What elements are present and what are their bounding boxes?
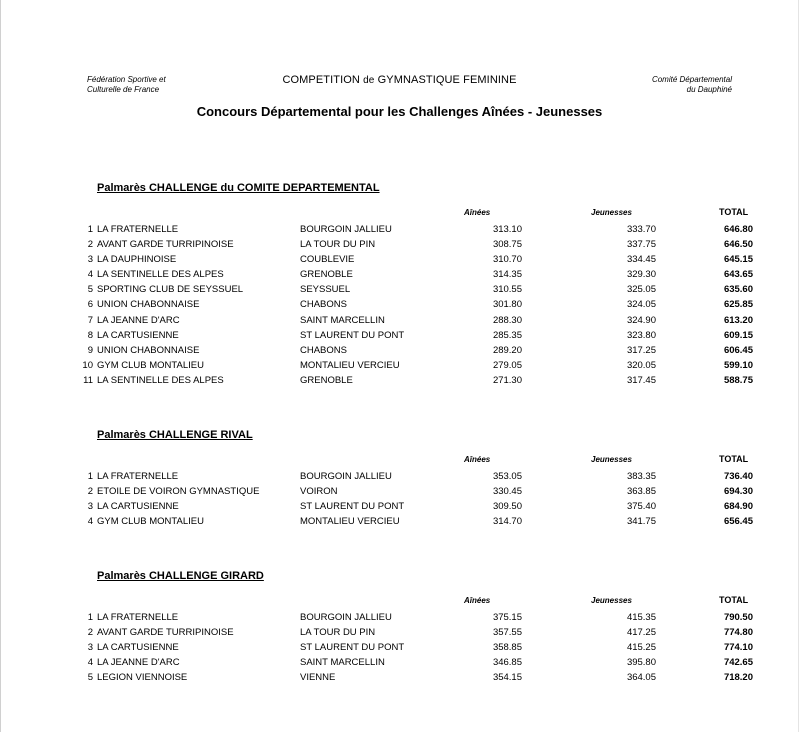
jeunesses-score-cell: 415.25 xyxy=(626,642,656,654)
city-cell: CHABONS xyxy=(300,299,347,311)
table-row xyxy=(1,670,799,685)
club-cell: LA CARTUSIENNE xyxy=(97,501,179,513)
ainees-score-cell: 375.15 xyxy=(492,612,522,623)
table-row xyxy=(1,469,799,484)
city-cell: VOIRON xyxy=(300,486,338,498)
ainees-score-cell: 308.75 xyxy=(492,239,522,251)
ainees-score-cell: 314.35 xyxy=(492,269,522,281)
rank-cell: 2 xyxy=(87,486,93,498)
total-score-cell: 645.15 xyxy=(723,254,753,266)
column-header-jeunesses: Jeunesses xyxy=(591,208,632,217)
ainees-score-cell: 346.85 xyxy=(492,657,522,669)
city-cell: LA TOUR DU PIN xyxy=(300,627,376,639)
column-header-jeunesses: Jeunesses xyxy=(591,455,632,464)
table-row xyxy=(1,358,799,373)
column-header-ainees: Aînées xyxy=(464,208,491,217)
jeunesses-score-cell: 363.85 xyxy=(626,486,656,498)
federation-line-2: Culturelle de France xyxy=(87,85,160,94)
city-cell: ST LAURENT DU PONT xyxy=(300,501,405,513)
comite-line-2: du Dauphiné xyxy=(686,85,732,94)
ainees-score-cell: 285.35 xyxy=(492,329,522,341)
total-score-cell: 635.60 xyxy=(723,284,753,296)
ainees-score-cell: 330.45 xyxy=(492,486,522,498)
jeunesses-score-cell: 324.05 xyxy=(626,299,656,311)
club-cell: UNION CHABONNAISE xyxy=(97,344,200,356)
city-cell: BOURGOIN JALLIEU xyxy=(300,224,392,235)
city-cell: LA TOUR DU PIN xyxy=(300,239,376,251)
competition-heading-de: de xyxy=(363,75,375,86)
federation-line-1: Fédération Sportive et xyxy=(87,75,166,84)
comite-line-1: Comité Départemental xyxy=(651,75,732,84)
ainees-score-cell: 314.70 xyxy=(492,516,522,528)
total-score-cell: 694.30 xyxy=(723,486,753,498)
club-cell: UNION CHABONNAISE xyxy=(97,299,200,311)
club-cell: LA SENTINELLE DES ALPES xyxy=(97,269,224,281)
total-score-cell: 646.80 xyxy=(723,224,753,235)
table-row xyxy=(1,343,799,358)
rank-cell: 9 xyxy=(87,344,93,356)
club-cell: GYM CLUB MONTALIEU xyxy=(97,516,204,528)
table-row xyxy=(1,252,799,267)
club-cell: LA DAUPHINOISE xyxy=(97,254,177,266)
rank-cell: 8 xyxy=(87,329,93,341)
rank-cell: 11 xyxy=(83,374,93,386)
city-cell: VIENNE xyxy=(300,672,336,684)
club-cell: GYM CLUB MONTALIEU xyxy=(97,359,204,371)
table-row xyxy=(1,625,799,640)
club-cell: AVANT GARDE TURRIPINOISE xyxy=(97,239,234,251)
column-header-total: TOTAL xyxy=(719,595,749,605)
ainees-score-cell: 310.70 xyxy=(492,254,522,266)
total-score-cell: 613.20 xyxy=(723,314,753,326)
total-score-cell: 774.80 xyxy=(723,627,753,639)
club-cell: LA FRATERNELLE xyxy=(97,224,179,235)
ainees-score-cell: 271.30 xyxy=(492,374,522,386)
jeunesses-score-cell: 325.05 xyxy=(626,284,656,296)
rank-cell: 3 xyxy=(87,254,93,266)
table-row xyxy=(1,640,799,655)
jeunesses-score-cell: 323.80 xyxy=(626,329,656,341)
table-row xyxy=(1,237,799,252)
competition-heading-post: GYMNASTIQUE FEMININE xyxy=(377,74,517,86)
rank-cell: 4 xyxy=(87,657,93,669)
column-header-jeunesses: Jeunesses xyxy=(591,596,632,605)
club-cell: LA SENTINELLE DES ALPES xyxy=(97,374,224,386)
table-row xyxy=(1,282,799,297)
competition-heading-pre: COMPETITION xyxy=(282,74,360,86)
table-row xyxy=(1,655,799,670)
rank-cell: 3 xyxy=(87,642,93,654)
jeunesses-score-cell: 341.75 xyxy=(626,516,656,528)
rank-cell: 1 xyxy=(87,224,93,235)
rank-cell: 3 xyxy=(87,501,93,513)
table-row xyxy=(1,328,799,343)
ainees-score-cell: 354.15 xyxy=(492,672,522,684)
column-header-total: TOTAL xyxy=(719,454,749,464)
city-cell: COUBLEVIE xyxy=(300,254,355,266)
column-header-ainees: Aînées xyxy=(464,455,491,464)
jeunesses-score-cell: 317.25 xyxy=(626,344,656,356)
table-row xyxy=(1,222,799,237)
jeunesses-score-cell: 324.90 xyxy=(626,314,656,326)
ainees-score-cell: 289.20 xyxy=(492,344,522,356)
city-cell: BOURGOIN JALLIEU xyxy=(300,612,392,623)
total-score-cell: 742.65 xyxy=(723,657,753,669)
jeunesses-score-cell: 329.30 xyxy=(626,269,656,281)
total-score-cell: 625.85 xyxy=(723,299,753,311)
club-cell: LA JEANNE D'ARC xyxy=(97,314,180,326)
city-cell: CHABONS xyxy=(300,344,347,356)
club-cell: LEGION VIENNOISE xyxy=(97,672,188,684)
rank-cell: 5 xyxy=(87,672,93,684)
total-score-cell: 656.45 xyxy=(723,516,753,528)
total-score-cell: 736.40 xyxy=(723,471,753,482)
total-score-cell: 684.90 xyxy=(723,501,753,513)
club-cell: AVANT GARDE TURRIPINOISE xyxy=(97,627,234,639)
club-cell: LA FRATERNELLE xyxy=(97,612,179,623)
ainees-score-cell: 358.85 xyxy=(492,642,522,654)
section-title: Palmarès CHALLENGE GIRARD xyxy=(97,570,264,582)
jeunesses-score-cell: 415.35 xyxy=(626,612,656,623)
jeunesses-score-cell: 334.45 xyxy=(626,254,656,266)
column-header-ainees: Aînées xyxy=(464,596,491,605)
ainees-score-cell: 353.05 xyxy=(492,471,522,482)
rank-cell: 10 xyxy=(82,359,93,371)
jeunesses-score-cell: 320.05 xyxy=(626,359,656,371)
table-row xyxy=(1,499,799,514)
table-row xyxy=(1,373,799,388)
jeunesses-score-cell: 337.75 xyxy=(626,239,656,251)
city-cell: SAINT MARCELLIN xyxy=(300,657,385,669)
column-header-total: TOTAL xyxy=(719,207,749,217)
total-score-cell: 718.20 xyxy=(723,672,753,684)
city-cell: GRENOBLE xyxy=(300,374,353,386)
total-score-cell: 588.75 xyxy=(723,374,753,386)
club-cell: LA CARTUSIENNE xyxy=(97,642,179,654)
club-cell: LA JEANNE D'ARC xyxy=(97,657,180,669)
jeunesses-score-cell: 317.45 xyxy=(626,374,656,386)
table-row xyxy=(1,297,799,312)
total-score-cell: 646.50 xyxy=(723,239,753,251)
rank-cell: 1 xyxy=(87,471,93,482)
jeunesses-score-cell: 375.40 xyxy=(626,501,656,513)
jeunesses-score-cell: 395.80 xyxy=(626,657,656,669)
rank-cell: 7 xyxy=(87,314,93,326)
ainees-score-cell: 313.10 xyxy=(492,224,522,235)
results-table xyxy=(1,469,799,529)
total-score-cell: 774.10 xyxy=(723,642,753,654)
city-cell: ST LAURENT DU PONT xyxy=(300,329,405,341)
ainees-score-cell: 309.50 xyxy=(492,501,522,513)
city-cell: SAINT MARCELLIN xyxy=(300,314,385,326)
table-row xyxy=(1,514,799,529)
ainees-score-cell: 279.05 xyxy=(492,359,522,371)
page-title: Concours Départemental pour les Challenges Aînées - Jeunesses xyxy=(196,104,603,119)
city-cell: BOURGOIN JALLIEU xyxy=(300,471,392,482)
total-score-cell: 609.15 xyxy=(723,329,753,341)
jeunesses-score-cell: 383.35 xyxy=(626,471,656,482)
section-title: Palmarès CHALLENGE RIVAL xyxy=(97,429,253,441)
rank-cell: 5 xyxy=(87,284,93,296)
rank-cell: 4 xyxy=(87,269,93,281)
ainees-score-cell: 301.80 xyxy=(492,299,522,311)
total-score-cell: 599.10 xyxy=(723,359,753,371)
table-row xyxy=(1,484,799,499)
club-cell: LA CARTUSIENNE xyxy=(97,329,179,341)
ainees-score-cell: 310.55 xyxy=(492,284,522,296)
city-cell: MONTALIEU VERCIEU xyxy=(300,516,400,528)
rank-cell: 2 xyxy=(87,627,93,639)
club-cell: LA FRATERNELLE xyxy=(97,471,179,482)
city-cell: ST LAURENT DU PONT xyxy=(300,642,405,654)
total-score-cell: 643.65 xyxy=(723,269,753,281)
table-row xyxy=(1,313,799,328)
club-cell: SPORTING CLUB DE SEYSSUEL xyxy=(97,284,244,296)
table-row xyxy=(1,610,799,625)
rank-cell: 2 xyxy=(87,239,93,251)
results-table xyxy=(1,610,799,685)
ainees-score-cell: 288.30 xyxy=(492,314,522,326)
total-score-cell: 606.45 xyxy=(723,344,753,356)
total-score-cell: 790.50 xyxy=(723,612,753,623)
club-cell: ETOILE DE VOIRON GYMNASTIQUE xyxy=(97,486,260,498)
jeunesses-score-cell: 364.05 xyxy=(626,672,656,684)
comite-label xyxy=(652,75,732,95)
city-cell: SEYSSUEL xyxy=(300,284,351,296)
rank-cell: 4 xyxy=(87,516,93,528)
city-cell: GRENOBLE xyxy=(300,269,353,281)
city-cell: MONTALIEU VERCIEU xyxy=(300,359,400,371)
ainees-score-cell: 357.55 xyxy=(492,627,522,639)
jeunesses-score-cell: 417.25 xyxy=(626,627,656,639)
section-title: Palmarès CHALLENGE du COMITE DEPARTEMENTAL xyxy=(97,182,380,194)
rank-cell: 6 xyxy=(87,299,93,311)
table-row xyxy=(1,267,799,282)
rank-cell: 1 xyxy=(87,612,93,623)
jeunesses-score-cell: 333.70 xyxy=(626,224,656,235)
results-table xyxy=(1,222,799,388)
